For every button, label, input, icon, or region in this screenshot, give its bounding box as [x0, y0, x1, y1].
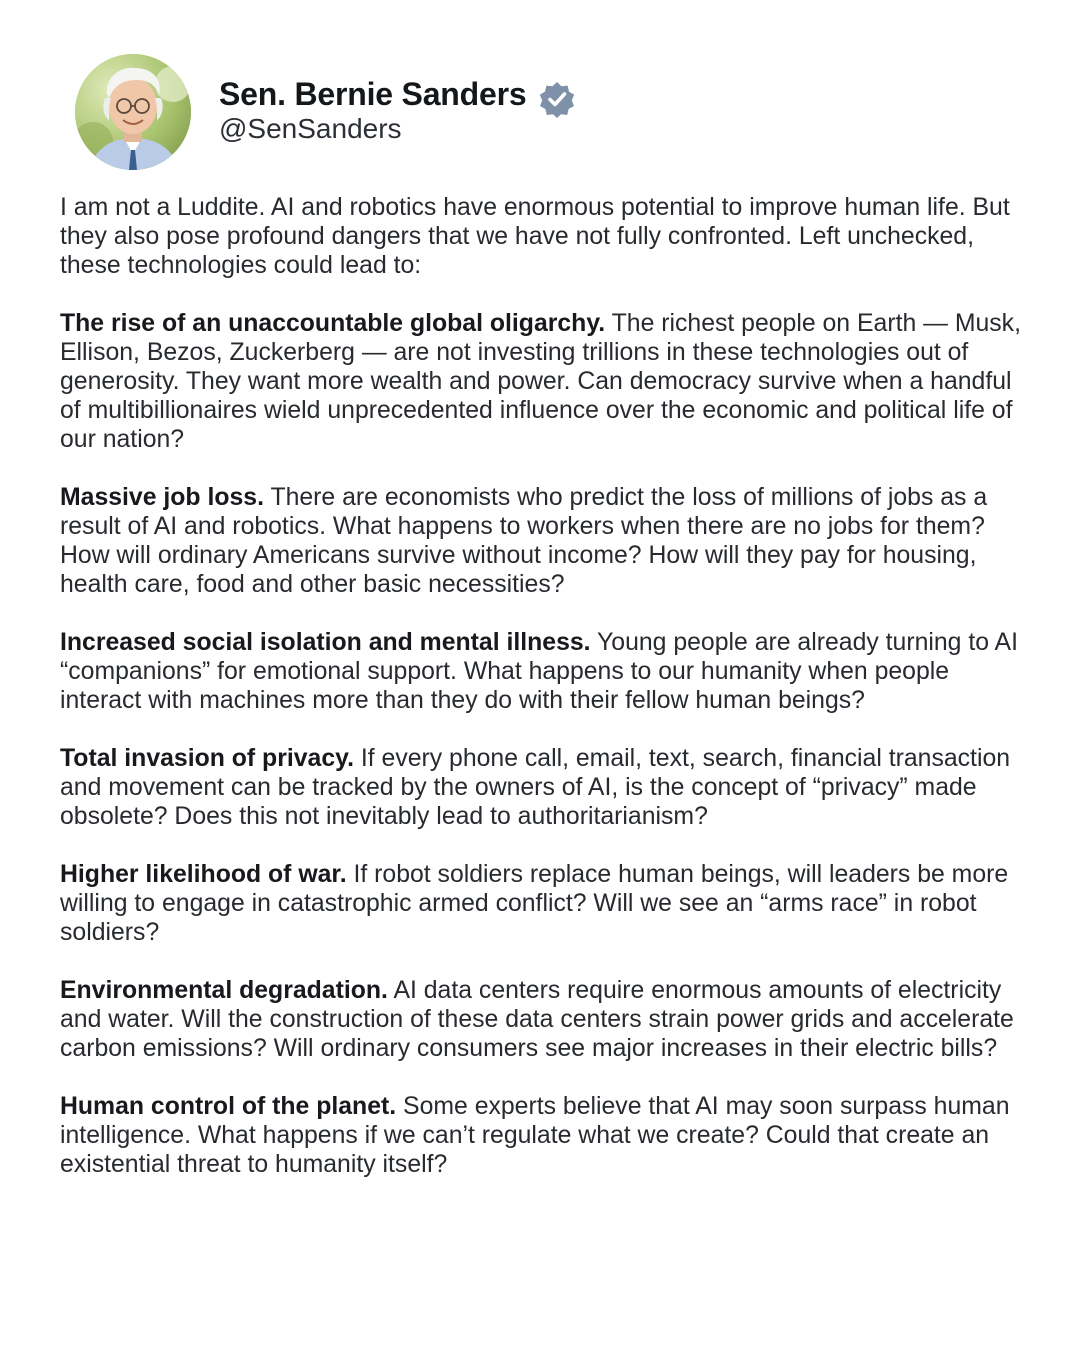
section-heading: Human control of the planet.	[60, 1093, 397, 1120]
avatar-photo	[75, 54, 191, 170]
section-heading: Massive job loss.	[60, 484, 264, 511]
name-row	[219, 74, 576, 114]
section-text: If every phone call, email, text, search, financial transaction and movement can be tracked by the owners of AI, is the concept of “privacy” made obsolete? Does this not inevitably lead to authoritarianism?	[60, 745, 1011, 830]
post-text	[60, 193, 1030, 1208]
section-paragraph	[60, 483, 1030, 599]
section-heading: The rise of an unaccountable global oligarchy.	[60, 310, 606, 337]
post-header	[75, 54, 775, 172]
section-heading: Increased social isolation and mental illness.	[60, 629, 591, 656]
section-heading: Environmental degradation.	[60, 977, 388, 1004]
section-paragraph	[60, 1092, 1030, 1179]
section-paragraph	[60, 309, 1030, 454]
intro-paragraph: I am not a Luddite. AI and robotics have enormous potential to improve human life. But they also pose profound dangers that we have not fully confronted. Left unchecked, these technologies could lead to:	[60, 194, 1010, 279]
section-paragraph	[60, 976, 1030, 1063]
section-text: AI data centers require enormous amounts of electricity and water. Will the construction of these data centers strain power grids and accelerate carbon emissions? Will ordinary consumers see major increases in their electric bills?	[60, 977, 1014, 1062]
handle[interactable]: @SenSanders	[219, 113, 402, 144]
avatar[interactable]	[75, 54, 191, 170]
verified-badge-icon	[538, 80, 576, 118]
section-heading: Higher likelihood of war.	[60, 861, 347, 888]
section-paragraph	[60, 744, 1030, 831]
section-text: Young people are already turning to AI “companions” for emotional support. What happens to our humanity when people interact with machines more than they do with their fellow human beings?	[60, 629, 1018, 714]
display-name[interactable]: Sen. Bernie Sanders	[219, 75, 527, 112]
section-text: The richest people on Earth — Musk, Ellison, Bezos, Zuckerberg — are not investing trillions in these technologies out of generosity. They want more wealth and power. Can democracy survive when a handful of multibillionaires wield unprecedented influence over the economic and political life of our nation?	[60, 310, 1021, 453]
section-paragraph	[60, 628, 1030, 715]
section-heading: Total invasion of privacy.	[60, 745, 354, 772]
section-text: If robot soldiers replace human beings, will leaders be more willing to engage in catastrophic armed conflict? Will we see an “arms race” in robot soldiers?	[60, 861, 1009, 946]
section-text: Some experts believe that AI may soon surpass human intelligence. What happens if we can’t regulate what we create? Could that create an existential threat to humanity itself?	[60, 1093, 1010, 1178]
section-paragraph	[60, 860, 1030, 947]
section-text: There are economists who predict the loss of millions of jobs as a result of AI and robotics. What happens to workers when there are no jobs for them? How will ordinary Americans survive without income? How will they pay for housing, health care, food and other basic necessities?	[60, 484, 988, 598]
